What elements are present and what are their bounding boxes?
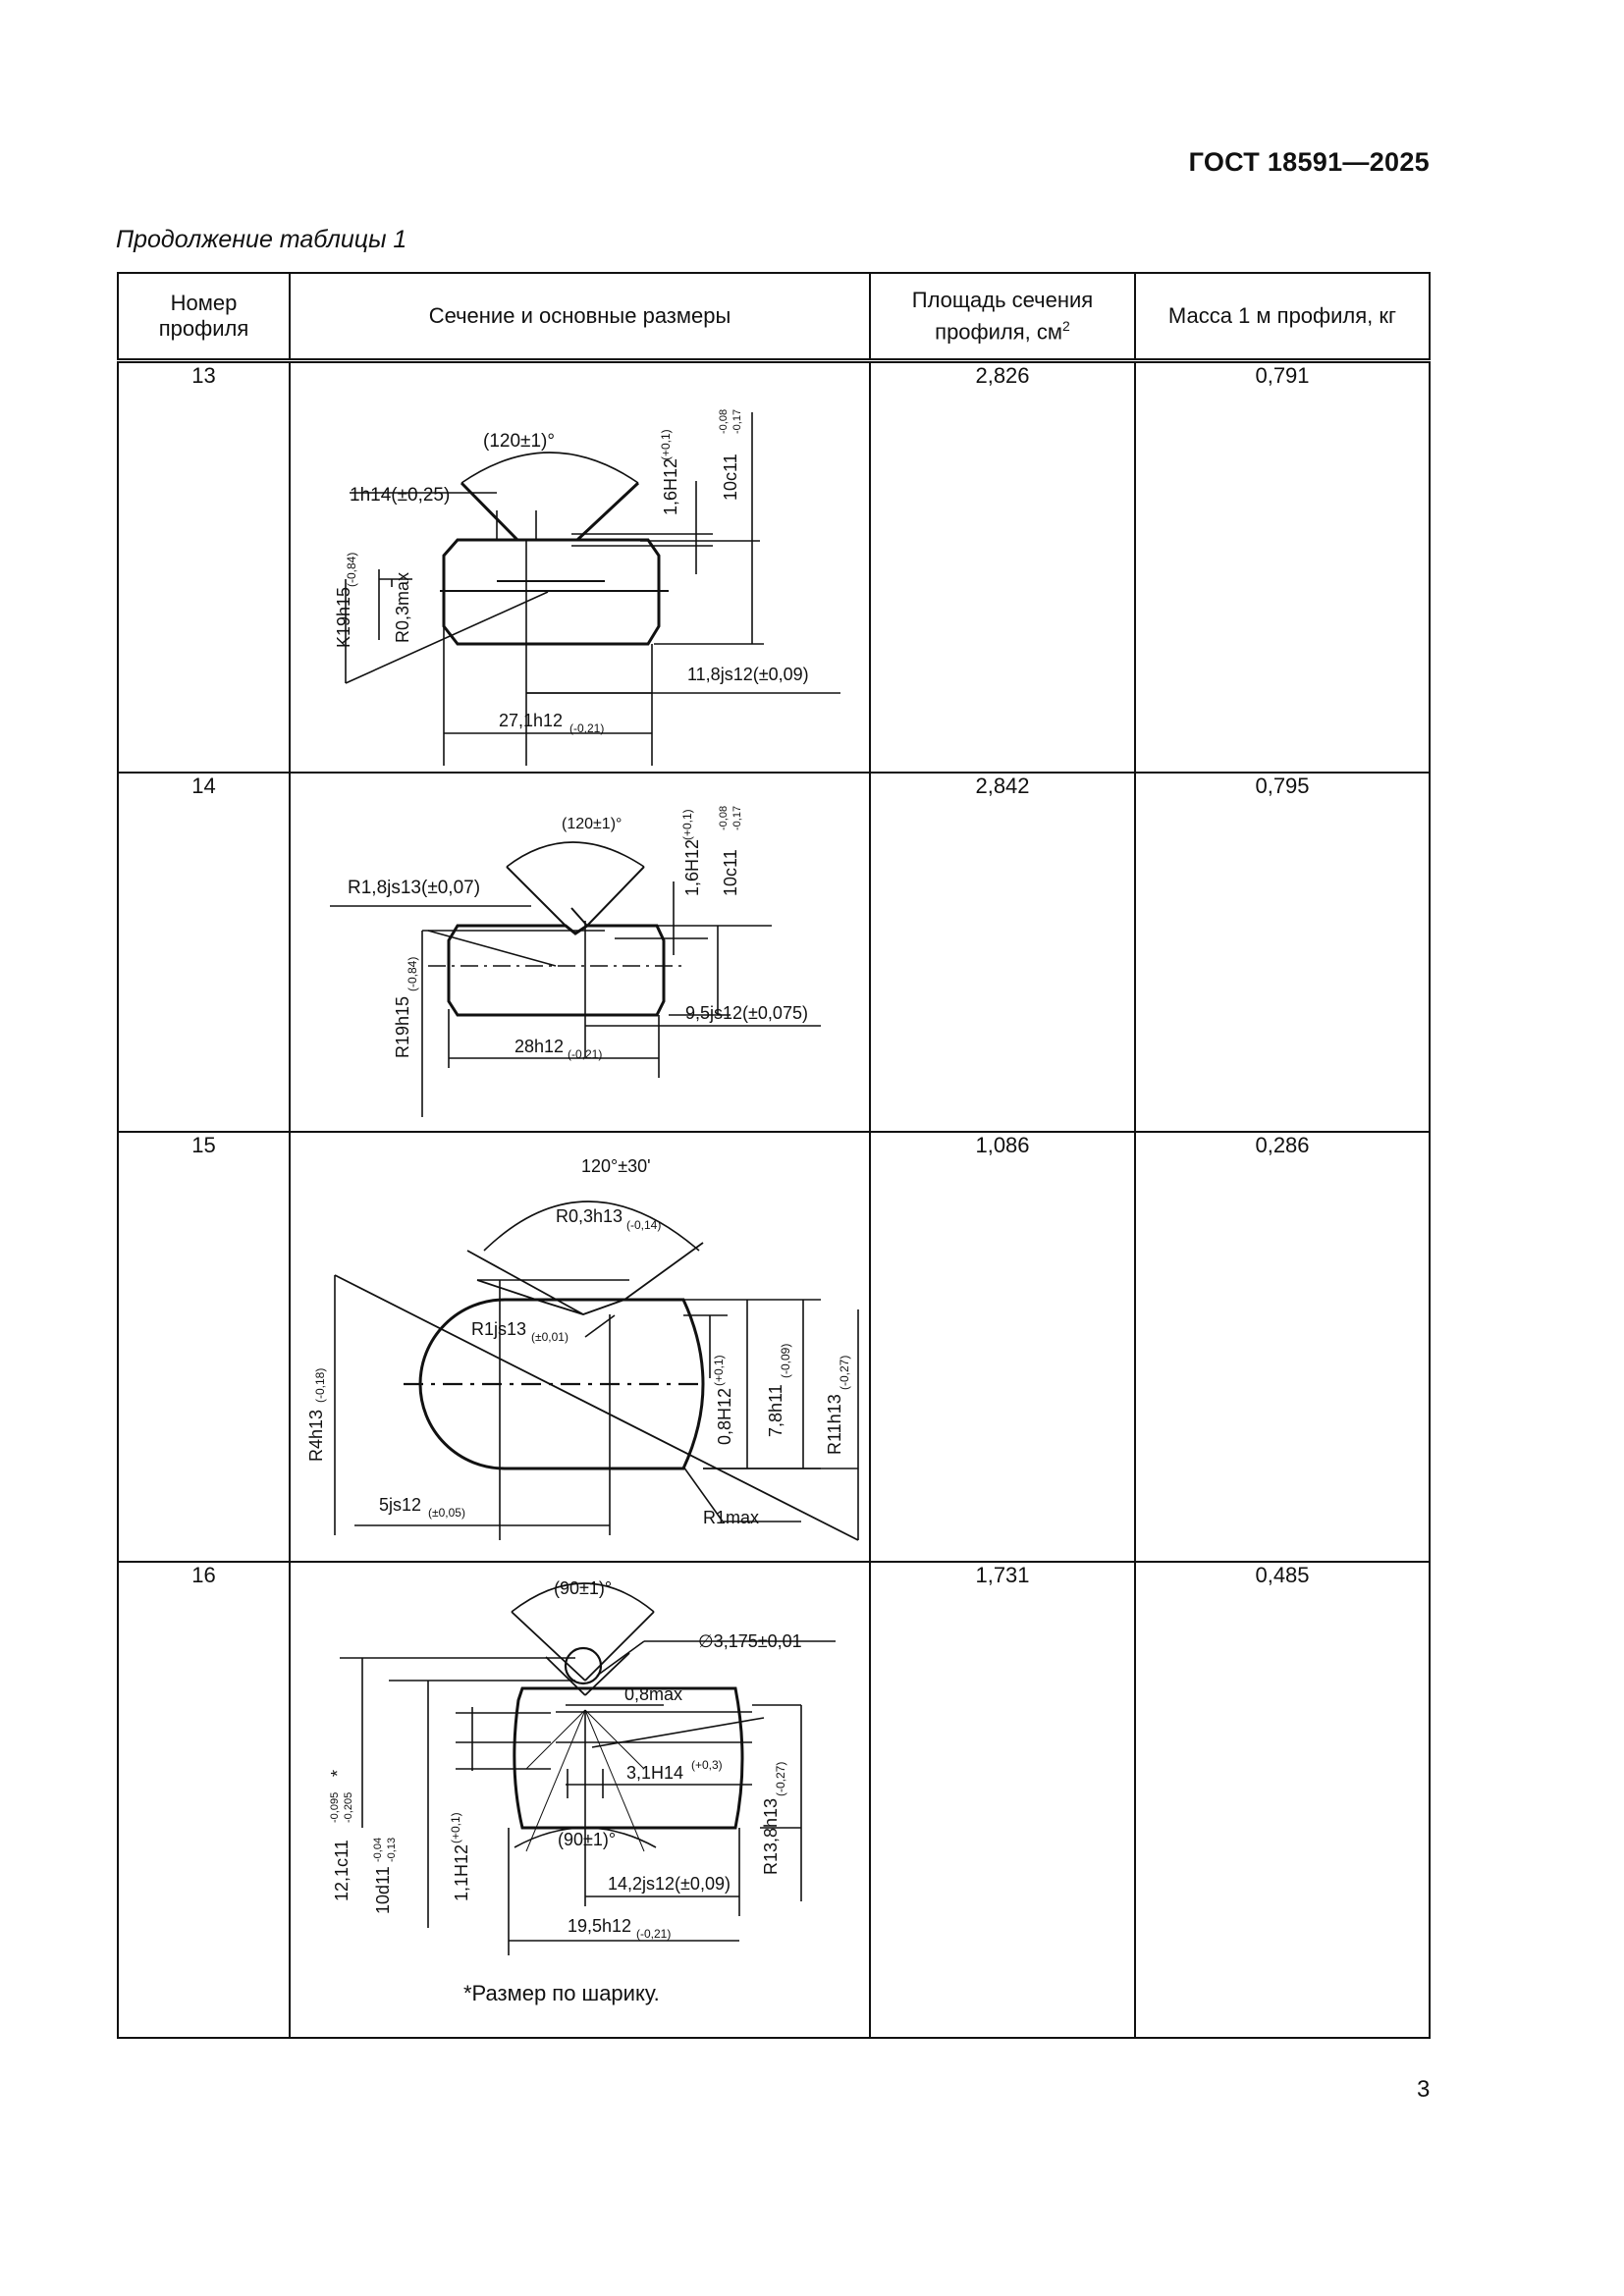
dim-r0-3h13-tol: (-0,14): [626, 1218, 662, 1232]
dim-r11h13: R11h13: [825, 1394, 844, 1455]
dim-r11h13-tol: (-0,27): [838, 1355, 851, 1390]
table-row: [118, 1562, 1430, 2038]
dim-angle: 120°±30': [581, 1156, 651, 1176]
dim-28h12: 28h12: [514, 1037, 565, 1056]
dim-7-8h11: 7,8h11: [766, 1384, 785, 1437]
dim-5js12-tol: (±0,05): [428, 1506, 465, 1520]
dim-r19h15-tol: (-0,84): [406, 956, 419, 991]
dim-angle: (120±1)°: [562, 816, 623, 832]
dim-r13-8h13: R13,8h13: [761, 1797, 781, 1875]
section-drawing-cell: [290, 1562, 870, 2038]
dim-1-1h12-tol: (+0,1): [449, 1812, 462, 1843]
dim-r13-8h13-tol: (-0,27): [774, 1761, 787, 1796]
dim-10d11-tol-low: -0,13: [386, 1837, 398, 1862]
header-mass: Масса 1 м профиля, кг: [1135, 273, 1430, 361]
dim-0-8h12: 0,8H12: [715, 1387, 734, 1445]
dim-12-1c11-tol-low: -0,205: [343, 1791, 354, 1823]
section-drawing-cell: [290, 361, 870, 774]
dim-28h12-tol: (-0,21): [568, 1047, 603, 1061]
dim-angle: (120±1)°: [483, 431, 555, 452]
dim-10c11-tol-up: -0,08: [718, 408, 730, 434]
header-area-text: Площадь сечения профиля, см: [911, 287, 1094, 345]
dim-27-1h12-tol: (-0,21): [569, 721, 605, 735]
dim-r03max: R0,3max: [393, 571, 412, 643]
section-drawing-cell: [290, 1132, 870, 1562]
header-section: Сечение и основные размеры: [290, 273, 870, 361]
dim-ball-diameter: ∅3,175±0,01: [698, 1631, 802, 1651]
area-cell: 2,842: [870, 773, 1135, 1132]
profiles-table: [117, 272, 1431, 2039]
dim-r4h13-tol: (-0,18): [313, 1367, 327, 1403]
dim-1-6h12: 1,6H12: [682, 838, 702, 896]
dim-angle-top: (90±1)°: [554, 1578, 613, 1598]
dim-10c11-tol-up: -0,08: [718, 805, 730, 830]
section-drawing-cell: [290, 773, 870, 1132]
dim-0-8h12-tol: (+0,1): [712, 1355, 726, 1386]
dim-r4h13: R4h13: [306, 1409, 326, 1462]
dim-k19h15: K19h15: [334, 586, 353, 648]
area-cell: 2,826: [870, 361, 1135, 774]
dim-10c11-tol-low: -0,17: [731, 408, 743, 434]
profile-number-cell: 14: [118, 773, 290, 1132]
dim-10d11: 10d11: [373, 1866, 393, 1914]
dim-12-1c11: 12,1c11: [332, 1840, 352, 1901]
dim-1h14: 1h14(±0,25): [350, 485, 451, 506]
dim-1-6h12-tol: (+0,1): [659, 429, 673, 460]
dim-12-1c11-mark: *: [328, 1769, 348, 1777]
profile-14-drawing: [291, 774, 871, 1131]
dim-r1js13-tol: (±0,01): [531, 1330, 568, 1344]
table-row: [118, 1132, 1430, 1562]
dim-19-5h12: 19,5h12: [568, 1916, 632, 1936]
mass-cell: 0,286: [1135, 1132, 1430, 1562]
header-profile-number: Номер профиля: [118, 273, 290, 361]
table-row: [118, 361, 1430, 774]
dim-3-1h14: 3,1H14: [626, 1763, 684, 1783]
dim-1-1h12: 1,1H12: [452, 1843, 471, 1901]
dim-0-8max: 0,8max: [624, 1684, 683, 1704]
dim-r1js13: R1js13: [471, 1319, 527, 1339]
dim-3-1h14-tol: (+0,3): [691, 1758, 723, 1772]
mass-cell: 0,791: [1135, 361, 1430, 774]
dim-r19h15: R19h15: [393, 995, 412, 1058]
dim-14-2js12: 14,2js12(±0,09): [608, 1874, 731, 1894]
profile-number-cell: 13: [118, 361, 290, 774]
page-number: 3: [1417, 2076, 1431, 2103]
area-cell: 1,086: [870, 1132, 1135, 1562]
dim-11-8js12: 11,8js12(±0,09): [687, 665, 809, 684]
header-area: [870, 273, 1135, 361]
dim-10c11-tol-low: -0,17: [731, 805, 743, 830]
profile-16-drawing: [291, 1563, 871, 2037]
mass-cell: 0,795: [1135, 773, 1430, 1132]
dim-r1max: R1max: [703, 1508, 760, 1527]
dim-1-6h12: 1,6H12: [661, 457, 680, 515]
dim-19-5h12-tol: (-0,21): [636, 1927, 672, 1941]
footnote-ball: *Размер по шарику.: [463, 1981, 660, 2005]
dim-27-1h12: 27,1h12: [499, 711, 564, 730]
profile-13-drawing: [291, 363, 871, 772]
dim-10c11: 10c11: [721, 454, 740, 501]
profile-number-cell: 16: [118, 1562, 290, 2038]
dim-r1-8js13: R1,8js13(±0,07): [348, 878, 481, 898]
dim-r0-3h13: R0,3h13: [556, 1206, 623, 1226]
dim-1-6h12-tol: (+0,1): [680, 809, 694, 840]
mass-cell: 0,485: [1135, 1562, 1430, 2038]
dim-10c11: 10c11: [721, 849, 740, 896]
table-header-row: [118, 273, 1430, 361]
profile-number-cell: 15: [118, 1132, 290, 1562]
area-cell: 1,731: [870, 1562, 1135, 2038]
dim-k19h15-tol: (-0,84): [345, 552, 358, 587]
dim-9-5js12: 9,5js12(±0,075): [685, 1003, 808, 1023]
dim-angle-bottom: (90±1)°: [558, 1830, 617, 1849]
dim-7-8h11-tol: (-0,09): [779, 1343, 792, 1378]
table-continuation-title: Продолжение таблицы 1: [116, 226, 407, 253]
standard-code: ГОСТ 18591—2025: [1188, 147, 1430, 177]
profile-15-drawing: [291, 1133, 871, 1561]
dim-12-1c11-tol-up: -0,095: [329, 1791, 341, 1823]
dim-5js12: 5js12: [379, 1495, 422, 1515]
dim-10d11-tol-up: -0,04: [372, 1837, 384, 1862]
table-row: [118, 773, 1430, 1132]
header-area-unit-power: 2: [1062, 317, 1070, 334]
